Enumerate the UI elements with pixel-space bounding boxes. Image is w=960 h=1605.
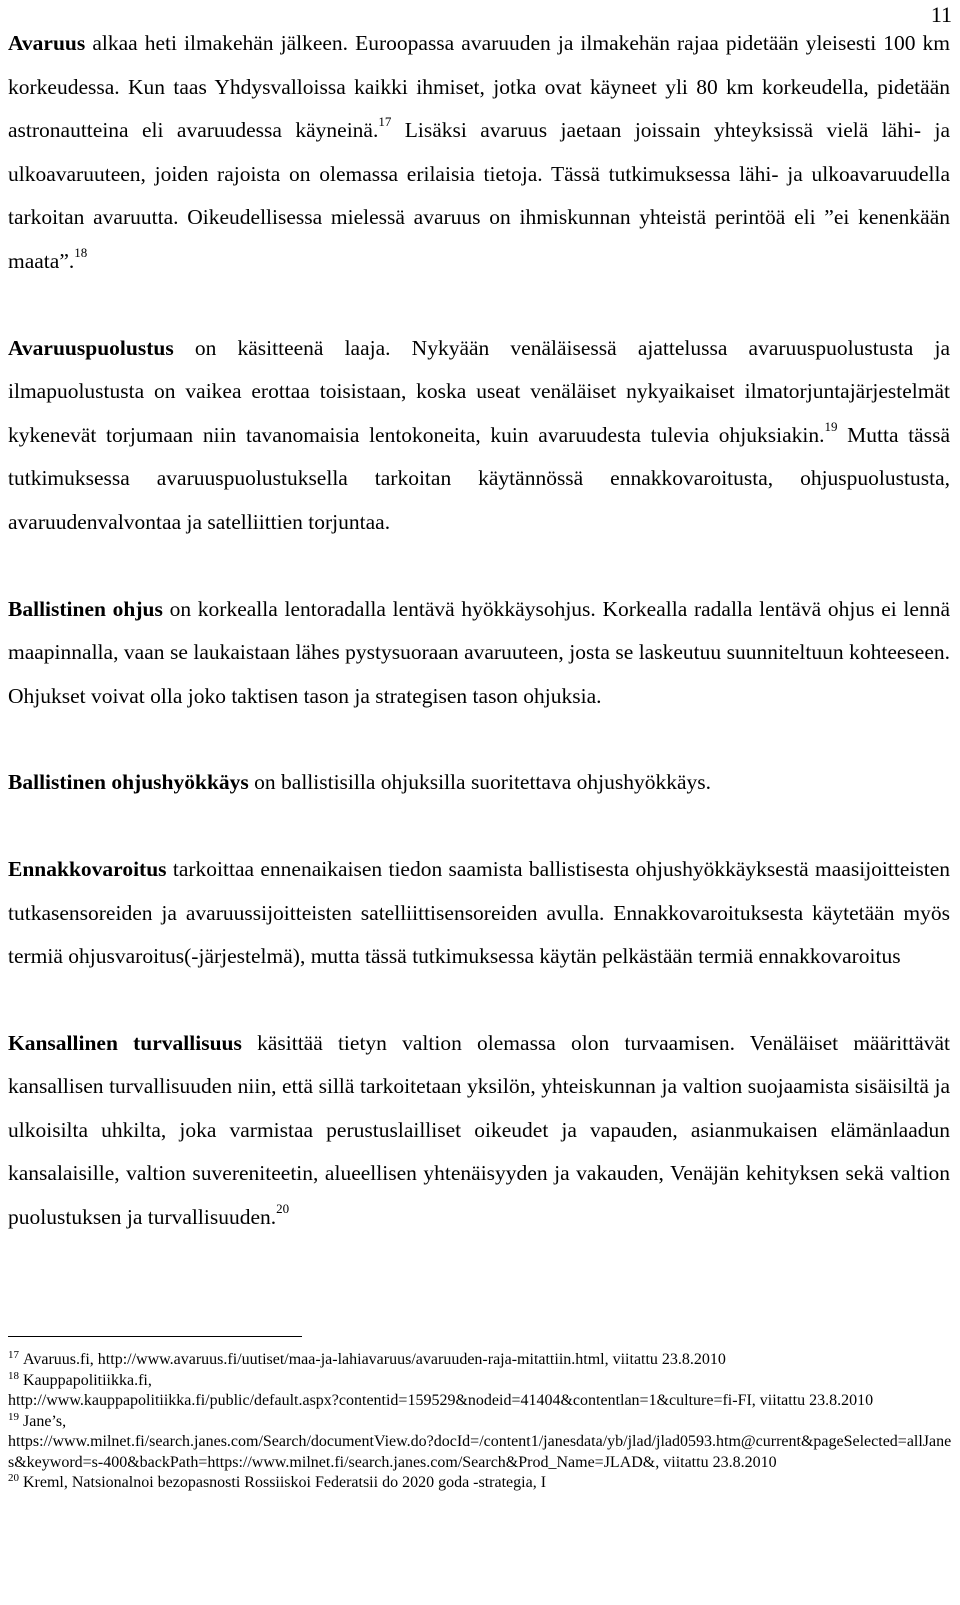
paragraph-ballistinen-ohjus bbox=[8, 588, 950, 719]
paragraph-text: tarkoittaa ennenaikaisen tiedon saamista ballistisesta ohjushyökkäyksestä maasijoitteisten tutkasensoreiden ja avaruussijoitteisten satelliittisensoreiden avulla. Ennakkovaroituksesta käytetään myös termiä ohjusvaroitus(-järjestelmä), mutta tässä tutkimuksessa käytän pelkästään termiä ennakkovaroitus bbox=[8, 856, 950, 969]
footnote-text: Jane’s, bbox=[23, 1412, 67, 1430]
footnotes bbox=[8, 1350, 952, 1494]
footnote-ref-17[interactable]: 17 bbox=[378, 114, 392, 130]
paragraph-avaruuspuolustus bbox=[8, 327, 950, 545]
footnote-18 bbox=[8, 1371, 952, 1392]
footnote-ref-20[interactable]: 20 bbox=[276, 1201, 290, 1217]
footnote-20 bbox=[8, 1473, 952, 1494]
paragraph-text: alkaa heti ilmakehän jälkeen. Euroopassa avaruuden ja ilmakehän rajaa pidetään yleisesti 100 km korkeudessa. Kun taas Yhdysvalloissa kaikki ihmiset, jotka ovat käyneet yli 80 km korkeudella, pidetään astronautteina eli avaruudessa käyneinä. bbox=[8, 31, 950, 143]
paragraph-avaruus bbox=[8, 22, 950, 284]
term-avaruuspuolustus: Avaruuspuolustus bbox=[8, 335, 174, 360]
term-kansallinen-turvallisuus: Kansallinen turvallisuus bbox=[8, 1030, 242, 1055]
footnote-text[interactable]: Avaruus.fi, http://www.avaruus.fi/uutiset/maa-ja-lahiavaruus/avaruuden-raja-mitattiin.html, viitattu 23.8.2010 bbox=[23, 1351, 726, 1368]
footnote-text: Kauppapolitiikka.fi, bbox=[23, 1371, 152, 1389]
paragraph-text: on korkealla lentoradalla lentävä hyökkäysohjus. Korkealla radalla lentävä ohjus ei lennä maapinnalla, vaan se laukaistaan lähes pystysuoraan avaruuteen, josta se laskeutuu suunniteltuun kohteeseen. Ohjukset voivat olla joko taktisen tason ja strategisen tason ohjuksia. bbox=[8, 596, 950, 708]
page-number: 11 bbox=[930, 2, 952, 27]
footnote-number: 19 bbox=[8, 1410, 19, 1423]
footnote-number: 20 bbox=[8, 1472, 19, 1484]
paragraph-text: on ballistisilla ohjuksilla suoritettava ohjushyökkäys. bbox=[248, 770, 711, 795]
paragraph-kansallinen-turvallisuus bbox=[8, 1022, 950, 1240]
footnote-text: Kreml, Natsionalnoi bezopasnosti Rossiiskoi Federatsii do 2020 goda -strategia, I bbox=[23, 1474, 547, 1491]
footnote-19 bbox=[8, 1412, 952, 1433]
footnote-url[interactable]: https://www.milnet.fi/search.janes.com/Search/documentView.do?docId=/content1/janesdata/yb/jlad/jlad0593.htm@current&pageSelected=allJanes&keyword=s-400&backPath=https://www.milnet.fi/search.janes.com/Search&Prod_Name=JLAD&, viitattu 23.8.2010 bbox=[8, 1433, 952, 1471]
paragraph-ballistinen-ohjushyokkays bbox=[8, 761, 950, 805]
paragraph-text: käsittää tietyn valtion olemassa olon turvaamisen. Venäläiset määrittävät kansallisen turvallisuuden niin, että sillä tarkoitetaan yksilön, yhteiskunnan ja valtion suojaamista sisäisiltä ja ulkoisilta uhkilta, joka varmistaa perustuslailliset oikeudet ja vapauden, asianmukaisen elämänlaadun kansalaisille, valtion suvereniteetin, alueellisen yhtenäisyyden ja vakauden, Venäjän kehityksen sekä valtion puolustuksen ja turvallisuuden. bbox=[8, 1030, 951, 1230]
footnote-separator bbox=[8, 1336, 302, 1337]
footnote-ref-19[interactable]: 19 bbox=[824, 418, 838, 434]
term-ennakkovaroitus: Ennakkovaroitus bbox=[8, 856, 167, 881]
paragraph-text: Lisäksi avaruus jaetaan joissain yhteyksissä vielä lähi- ja ulkoavaruuteen, joiden rajoista on olemassa erilaisia tietoja. Tässä tutkimuksessa lähi- ja ulkoavaruudella tarkoitan avaruutta. Oikeudellisessa mielessä avaruus on ihmiskunnan yhteistä perintöä eli ”ei kenenkään maata”. bbox=[8, 118, 950, 273]
footnote-url[interactable]: http://www.kauppapolitiikka.fi/public/default.aspx?contentid=159529&nodeid=41404&contentlan=1&culture=fi-FI, viitattu 23.8.2010 bbox=[8, 1392, 874, 1409]
paragraph-text: on käsitteenä laaja. Nykyään venäläisessä ajattelussa avaruuspuolustusta ja ilmapuolustusta on vaikea erottaa toisistaan, koska useat venäläiset nykyaikaiset ilmatorjuntajärjestelmät kykenevät torjumaan niin tavanomaisia lentokoneita, kuin avaruudesta tulevia ohjuksiakin. bbox=[8, 335, 950, 447]
footnote-number: 18 bbox=[8, 1369, 19, 1382]
footnote-number: 17 bbox=[8, 1349, 19, 1361]
term-ballistinen-ohjushyokkays: Ballistinen ohjushyökkäys bbox=[8, 770, 249, 795]
paragraph-ennakkovaroitus bbox=[8, 848, 950, 979]
paragraph-text: Mutta tässä tutkimuksessa avaruuspuolustuksella tarkoitan käytännössä ennakkovaroitusta, ohjuspuolustusta, avaruudenvalvontaa ja satelliittien torjuntaa. bbox=[8, 422, 950, 534]
term-ballistinen-ohjus: Ballistinen ohjus bbox=[8, 596, 163, 621]
footnote-17 bbox=[8, 1350, 952, 1371]
term-avaruus: Avaruus bbox=[8, 31, 86, 55]
footnote-ref-18[interactable]: 18 bbox=[74, 244, 88, 260]
footnote-19-link bbox=[8, 1432, 952, 1473]
document-body bbox=[8, 22, 950, 1240]
footnote-18-link bbox=[8, 1391, 952, 1412]
